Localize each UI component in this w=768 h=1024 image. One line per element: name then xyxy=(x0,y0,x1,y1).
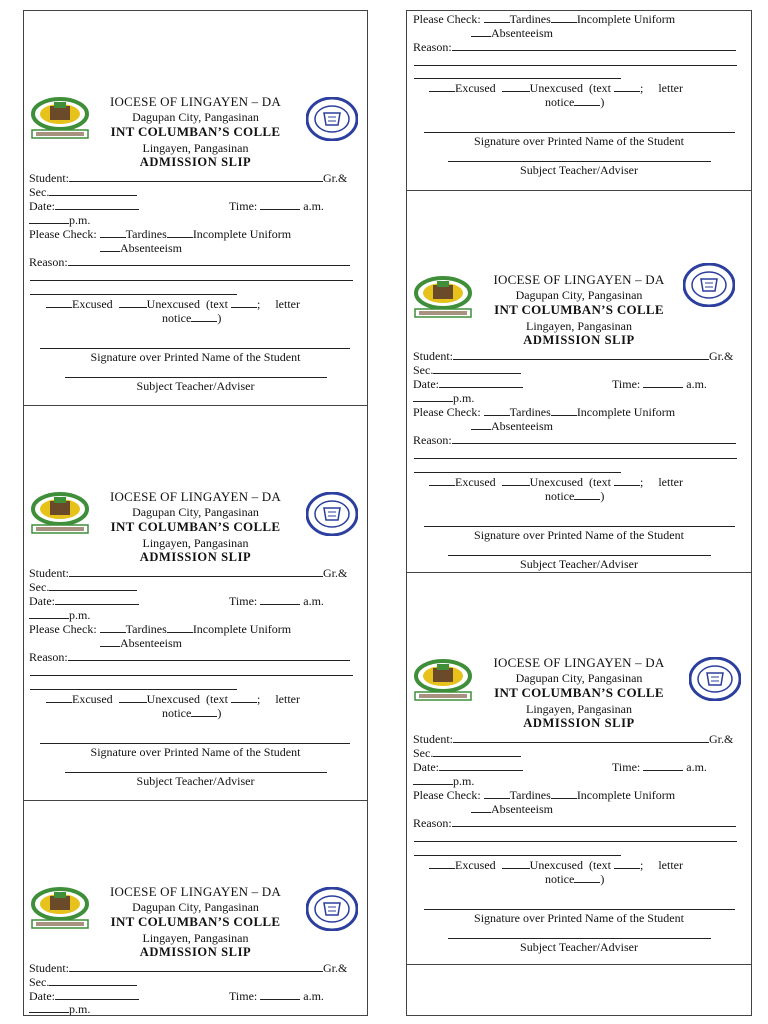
notice-row xyxy=(162,310,221,325)
uniform-label: Incomplete Uniform xyxy=(576,788,676,802)
am-label: a.m. xyxy=(303,199,324,213)
pm-input[interactable] xyxy=(29,212,69,224)
student-signature-caption: Signature over Printed Name of the Student xyxy=(474,134,684,148)
date-field xyxy=(29,593,139,608)
text-input[interactable] xyxy=(614,474,640,486)
reason-input[interactable] xyxy=(452,432,736,444)
tardines-label: Tardines xyxy=(509,12,551,26)
notice-input[interactable] xyxy=(574,871,600,883)
college-seal xyxy=(683,263,735,307)
teacher-signature-caption: Subject Teacher/Adviser xyxy=(520,940,638,954)
college-name: INT COLUMBAN’S COLLE xyxy=(110,124,281,139)
excused-label: Excused xyxy=(455,858,496,872)
please-check-row xyxy=(29,621,291,636)
please-check-row xyxy=(413,787,675,802)
student-signature-line[interactable] xyxy=(40,348,350,349)
excused-check[interactable] xyxy=(46,296,72,308)
tardines-check[interactable] xyxy=(484,787,510,799)
excused-label: Excused xyxy=(72,297,113,311)
time-label: Time: xyxy=(229,989,258,1003)
notice-label: notice xyxy=(162,706,192,720)
reason-field xyxy=(29,254,350,269)
tardines-label: Tardines xyxy=(125,622,167,636)
absenteeism-row xyxy=(471,25,553,40)
slip-title: ADMISSION SLIP xyxy=(523,333,635,347)
time-field xyxy=(229,593,324,608)
admission-slip-left-3 xyxy=(24,801,367,1015)
student-input[interactable] xyxy=(69,960,323,972)
notice-row xyxy=(162,705,221,720)
reason-label: Reason: xyxy=(413,433,452,447)
tardines-check[interactable] xyxy=(100,621,126,633)
grade-label: Gr.& xyxy=(323,566,348,580)
city-line: Dagupan City, Pangasinan xyxy=(515,671,643,685)
date-field xyxy=(413,376,523,391)
notice-input[interactable] xyxy=(574,488,600,500)
grade-label: Gr.& xyxy=(709,732,734,746)
uniform-label: Incomplete Uniform xyxy=(192,227,292,241)
reason-field xyxy=(413,39,736,54)
notice-input[interactable] xyxy=(191,705,217,717)
pm-field xyxy=(29,607,90,622)
grade-label: Gr.& xyxy=(323,961,348,975)
reason-line-3[interactable] xyxy=(414,855,621,856)
absenteeism-check[interactable] xyxy=(100,635,120,647)
city-line: Dagupan City, Pangasinan xyxy=(515,288,643,302)
uniform-label: Incomplete Uniform xyxy=(576,405,676,419)
diocese-name: IOCESE OF LINGAYEN – DA xyxy=(110,489,281,504)
time-input[interactable] xyxy=(260,988,300,1000)
text-label: (text xyxy=(588,475,611,489)
please-check-label: Please Check: xyxy=(29,622,97,636)
teacher-signature-caption: Subject Teacher/Adviser xyxy=(136,379,255,393)
unexcused-check[interactable] xyxy=(502,857,530,869)
date-label: Date: xyxy=(413,377,439,391)
unexcused-label: Unexcused xyxy=(529,475,583,489)
tardines-label: Tardines xyxy=(125,227,167,241)
reason-line-3[interactable] xyxy=(414,78,621,79)
reason-line-2[interactable] xyxy=(414,458,737,459)
section-field xyxy=(29,579,137,594)
reason-input[interactable] xyxy=(68,649,350,661)
text-label: (text xyxy=(205,692,228,706)
reason-field xyxy=(29,649,350,664)
tardines-check[interactable] xyxy=(484,404,510,416)
teacher-signature-line[interactable] xyxy=(65,377,327,378)
college-seal xyxy=(306,887,358,931)
right-column xyxy=(406,10,752,1016)
time-input[interactable] xyxy=(260,593,300,605)
notice-row xyxy=(545,871,604,886)
semicolon: ; xyxy=(639,475,644,489)
excuse-row xyxy=(429,474,683,489)
college-name: INT COLUMBAN’S COLLE xyxy=(494,302,664,317)
date-label: Date: xyxy=(29,199,55,213)
left-column xyxy=(23,10,368,1016)
town-line: Lingayen, Pangasinan xyxy=(142,931,249,945)
excused-check[interactable] xyxy=(429,474,455,486)
reason-line-2[interactable] xyxy=(30,280,353,281)
excused-label: Excused xyxy=(72,692,113,706)
date-input[interactable] xyxy=(439,376,523,388)
sec-label: Sec. xyxy=(29,580,50,594)
diocese-name: IOCESE OF LINGAYEN – DA xyxy=(110,94,281,109)
pm-input[interactable] xyxy=(29,607,69,619)
text-label: (text xyxy=(205,297,228,311)
student-field xyxy=(413,348,733,363)
diocese-name: IOCESE OF LINGAYEN – DA xyxy=(110,884,281,899)
reason-line-2[interactable] xyxy=(30,675,353,676)
teacher-signature-line[interactable] xyxy=(448,161,711,162)
student-field xyxy=(29,170,347,185)
unexcused-check[interactable] xyxy=(502,474,530,486)
pm-label: p.m. xyxy=(69,1002,91,1015)
reason-label: Reason: xyxy=(413,40,452,54)
absenteeism-label: Absenteeism xyxy=(120,636,182,650)
college-name: INT COLUMBAN’S COLLE xyxy=(494,685,664,700)
student-signature-line[interactable] xyxy=(424,132,735,133)
time-field xyxy=(612,759,707,774)
please-check-label: Please Check: xyxy=(29,227,97,241)
pm-input[interactable] xyxy=(413,390,453,402)
notice-label: notice xyxy=(545,872,575,886)
uniform-check[interactable] xyxy=(551,787,577,799)
student-input[interactable] xyxy=(453,348,709,360)
text-input[interactable] xyxy=(231,296,257,308)
absenteeism-check[interactable] xyxy=(471,25,491,37)
admission-slip-right-1 xyxy=(407,191,751,572)
pm-field xyxy=(29,212,90,227)
uniform-check[interactable] xyxy=(551,11,577,23)
teacher-signature-line[interactable] xyxy=(448,938,711,939)
student-signature-caption: Signature over Printed Name of the Student xyxy=(474,911,684,925)
semicolon: ; xyxy=(639,858,644,872)
letter-label: letter xyxy=(658,858,683,872)
student-label: Student: xyxy=(29,171,70,185)
notice-label: notice xyxy=(162,311,192,325)
close-paren: ) xyxy=(217,706,222,720)
semicolon: ; xyxy=(256,297,261,311)
uniform-check[interactable] xyxy=(167,621,193,633)
reason-line-3[interactable] xyxy=(414,472,621,473)
sec-input[interactable] xyxy=(49,184,137,196)
time-label: Time: xyxy=(229,199,258,213)
uniform-label: Incomplete Uniform xyxy=(192,622,292,636)
reason-line-2[interactable] xyxy=(414,841,737,842)
reason-input[interactable] xyxy=(452,815,736,827)
am-label: a.m. xyxy=(686,760,707,774)
absenteeism-label: Absenteeism xyxy=(491,802,553,816)
town-line: Lingayen, Pangasinan xyxy=(526,319,632,333)
student-field xyxy=(29,565,347,580)
time-field xyxy=(229,198,324,213)
admission-slip-right-partial xyxy=(407,11,751,191)
unexcused-label: Unexcused xyxy=(146,297,200,311)
pm-input[interactable] xyxy=(29,1001,69,1013)
student-input[interactable] xyxy=(453,731,709,743)
time-field xyxy=(229,988,324,1003)
absenteeism-row xyxy=(471,418,553,433)
slip-title: ADMISSION SLIP xyxy=(139,155,252,169)
slip-title: ADMISSION SLIP xyxy=(523,716,635,730)
letter-label: letter xyxy=(275,297,300,311)
student-label: Student: xyxy=(413,349,454,363)
teacher-signature-line[interactable] xyxy=(65,772,327,773)
admission-slip-left-2 xyxy=(24,406,367,801)
absenteeism-row xyxy=(100,240,182,255)
date-input[interactable] xyxy=(55,198,139,210)
sec-label: Sec. xyxy=(29,185,50,199)
pm-label: p.m. xyxy=(69,213,91,227)
uniform-label: Incomplete Uniform xyxy=(576,12,676,26)
text-input[interactable] xyxy=(614,857,640,869)
letter-label: letter xyxy=(275,692,300,706)
student-signature-line[interactable] xyxy=(424,526,735,527)
town-line: Lingayen, Pangasinan xyxy=(142,141,249,155)
excused-label: Excused xyxy=(455,475,496,489)
town-line: Lingayen, Pangasinan xyxy=(142,536,249,550)
college-name: INT COLUMBAN’S COLLE xyxy=(110,914,281,929)
slip-title: ADMISSION SLIP xyxy=(139,550,252,564)
unexcused-label: Unexcused xyxy=(146,692,200,706)
tardines-label: Tardines xyxy=(509,405,551,419)
unexcused-label: Unexcused xyxy=(529,858,583,872)
date-field xyxy=(413,759,523,774)
grade-label: Gr.& xyxy=(709,349,734,363)
teacher-signature-caption: Subject Teacher/Adviser xyxy=(520,557,638,571)
absenteeism-row xyxy=(471,801,553,816)
teacher-signature-caption: Subject Teacher/Adviser xyxy=(520,163,638,177)
teacher-signature-caption: Subject Teacher/Adviser xyxy=(136,774,255,788)
notice-row xyxy=(545,94,604,109)
diocese-name: IOCESE OF LINGAYEN – DA xyxy=(493,272,665,287)
reason-label: Reason: xyxy=(29,650,68,664)
excused-check[interactable] xyxy=(429,857,455,869)
admission-slip-right-2 xyxy=(407,573,751,964)
sec-input[interactable] xyxy=(49,974,137,986)
close-paren: ) xyxy=(600,95,605,109)
student-signature-caption: Signature over Printed Name of the Student xyxy=(90,745,301,759)
student-field xyxy=(29,960,347,975)
date-label: Date: xyxy=(29,594,55,608)
pm-field xyxy=(29,1001,90,1015)
unexcused-check[interactable] xyxy=(502,80,530,92)
pm-label: p.m. xyxy=(453,774,475,788)
close-paren: ) xyxy=(600,872,605,886)
student-signature-caption: Signature over Printed Name of the Student xyxy=(474,528,684,542)
excuse-row xyxy=(46,296,300,311)
close-paren: ) xyxy=(600,489,605,503)
pm-input[interactable] xyxy=(413,773,453,785)
student-signature-caption: Signature over Printed Name of the Student xyxy=(90,350,301,364)
letter-label: letter xyxy=(658,81,683,95)
section-field xyxy=(413,362,521,377)
text-label: (text xyxy=(588,81,611,95)
time-label: Time: xyxy=(612,377,641,391)
section-field xyxy=(29,974,137,989)
student-field xyxy=(413,731,733,746)
unexcused-check[interactable] xyxy=(119,691,147,703)
uniform-check[interactable] xyxy=(551,404,577,416)
please-check-label: Please Check: xyxy=(413,788,481,802)
excused-label: Excused xyxy=(455,81,496,95)
date-label: Date: xyxy=(29,989,55,1003)
notice-label: notice xyxy=(545,489,575,503)
absenteeism-row xyxy=(100,635,182,650)
sec-label: Sec. xyxy=(29,975,50,989)
please-check-row xyxy=(29,226,291,241)
please-check-row xyxy=(413,404,675,419)
am-label: a.m. xyxy=(686,377,707,391)
college-seal xyxy=(306,97,358,141)
absenteeism-check[interactable] xyxy=(471,801,491,813)
close-paren: ) xyxy=(217,311,222,325)
section-field xyxy=(29,184,137,199)
sec-input[interactable] xyxy=(49,579,137,591)
notice-input[interactable] xyxy=(191,310,217,322)
reason-label: Reason: xyxy=(413,816,452,830)
date-field xyxy=(29,198,139,213)
absenteeism-check[interactable] xyxy=(471,418,491,430)
notice-row xyxy=(545,488,604,503)
time-input[interactable] xyxy=(643,376,683,388)
date-input[interactable] xyxy=(55,988,139,1000)
date-input[interactable] xyxy=(55,593,139,605)
text-input[interactable] xyxy=(231,691,257,703)
pm-label: p.m. xyxy=(453,391,475,405)
sec-label: Sec. xyxy=(413,746,434,760)
excuse-row xyxy=(429,857,683,872)
excuse-row xyxy=(46,691,300,706)
grade-label: Gr.& xyxy=(323,171,348,185)
reason-field xyxy=(413,432,736,447)
text-label: (text xyxy=(588,858,611,872)
slip-title: ADMISSION SLIP xyxy=(139,945,252,959)
student-label: Student: xyxy=(29,961,70,975)
reason-field xyxy=(413,815,736,830)
excused-check[interactable] xyxy=(429,80,455,92)
sec-label: Sec. xyxy=(413,363,434,377)
am-label: a.m. xyxy=(303,989,324,1003)
please-check-label: Please Check: xyxy=(413,12,481,26)
semicolon: ; xyxy=(639,81,644,95)
notice-label: notice xyxy=(545,95,575,109)
absenteeism-label: Absenteeism xyxy=(120,241,182,255)
reason-line-3[interactable] xyxy=(30,689,237,690)
reason-line-2[interactable] xyxy=(414,65,737,66)
semicolon: ; xyxy=(256,692,261,706)
pm-field xyxy=(413,773,474,788)
tardines-label: Tardines xyxy=(509,788,551,802)
date-label: Date: xyxy=(413,760,439,774)
slip-divider xyxy=(407,964,751,965)
college-seal xyxy=(306,492,358,536)
please-check-label: Please Check: xyxy=(413,405,481,419)
unexcused-label: Unexcused xyxy=(529,81,583,95)
student-signature-line[interactable] xyxy=(40,743,350,744)
city-line: Dagupan City, Pangasinan xyxy=(132,900,259,914)
student-label: Student: xyxy=(413,732,454,746)
time-input[interactable] xyxy=(643,759,683,771)
unexcused-check[interactable] xyxy=(119,296,147,308)
reason-line-3[interactable] xyxy=(30,294,237,295)
please-check-row xyxy=(413,11,675,26)
college-name: INT COLUMBAN’S COLLE xyxy=(110,519,281,534)
student-input[interactable] xyxy=(69,170,323,182)
student-label: Student: xyxy=(29,566,70,580)
absenteeism-check[interactable] xyxy=(100,240,120,252)
reason-input[interactable] xyxy=(68,254,350,266)
pm-label: p.m. xyxy=(69,608,91,622)
am-label: a.m. xyxy=(303,594,324,608)
time-label: Time: xyxy=(612,760,641,774)
sec-input[interactable] xyxy=(433,362,521,374)
excused-check[interactable] xyxy=(46,691,72,703)
absenteeism-label: Absenteeism xyxy=(491,419,553,433)
time-label: Time: xyxy=(229,594,258,608)
tardines-check[interactable] xyxy=(484,11,510,23)
college-seal xyxy=(689,657,741,701)
admission-slip-left-1 xyxy=(24,11,367,406)
tardines-check[interactable] xyxy=(100,226,126,238)
student-input[interactable] xyxy=(69,565,323,577)
city-line: Dagupan City, Pangasinan xyxy=(132,110,259,124)
absenteeism-label: Absenteeism xyxy=(491,26,553,40)
excuse-row xyxy=(429,80,683,95)
reason-label: Reason: xyxy=(29,255,68,269)
time-input[interactable] xyxy=(260,198,300,210)
letter-label: letter xyxy=(658,475,683,489)
city-line: Dagupan City, Pangasinan xyxy=(132,505,259,519)
time-field xyxy=(612,376,707,391)
pm-field xyxy=(413,390,474,405)
town-line: Lingayen, Pangasinan xyxy=(526,702,632,716)
notice-input[interactable] xyxy=(574,94,600,106)
uniform-check[interactable] xyxy=(167,226,193,238)
student-signature-line[interactable] xyxy=(424,909,735,910)
sec-input[interactable] xyxy=(433,745,521,757)
teacher-signature-line[interactable] xyxy=(448,555,711,556)
date-input[interactable] xyxy=(439,759,523,771)
section-field xyxy=(413,745,521,760)
text-input[interactable] xyxy=(614,80,640,92)
diocese-name: IOCESE OF LINGAYEN – DA xyxy=(493,655,665,670)
reason-input[interactable] xyxy=(452,39,736,51)
